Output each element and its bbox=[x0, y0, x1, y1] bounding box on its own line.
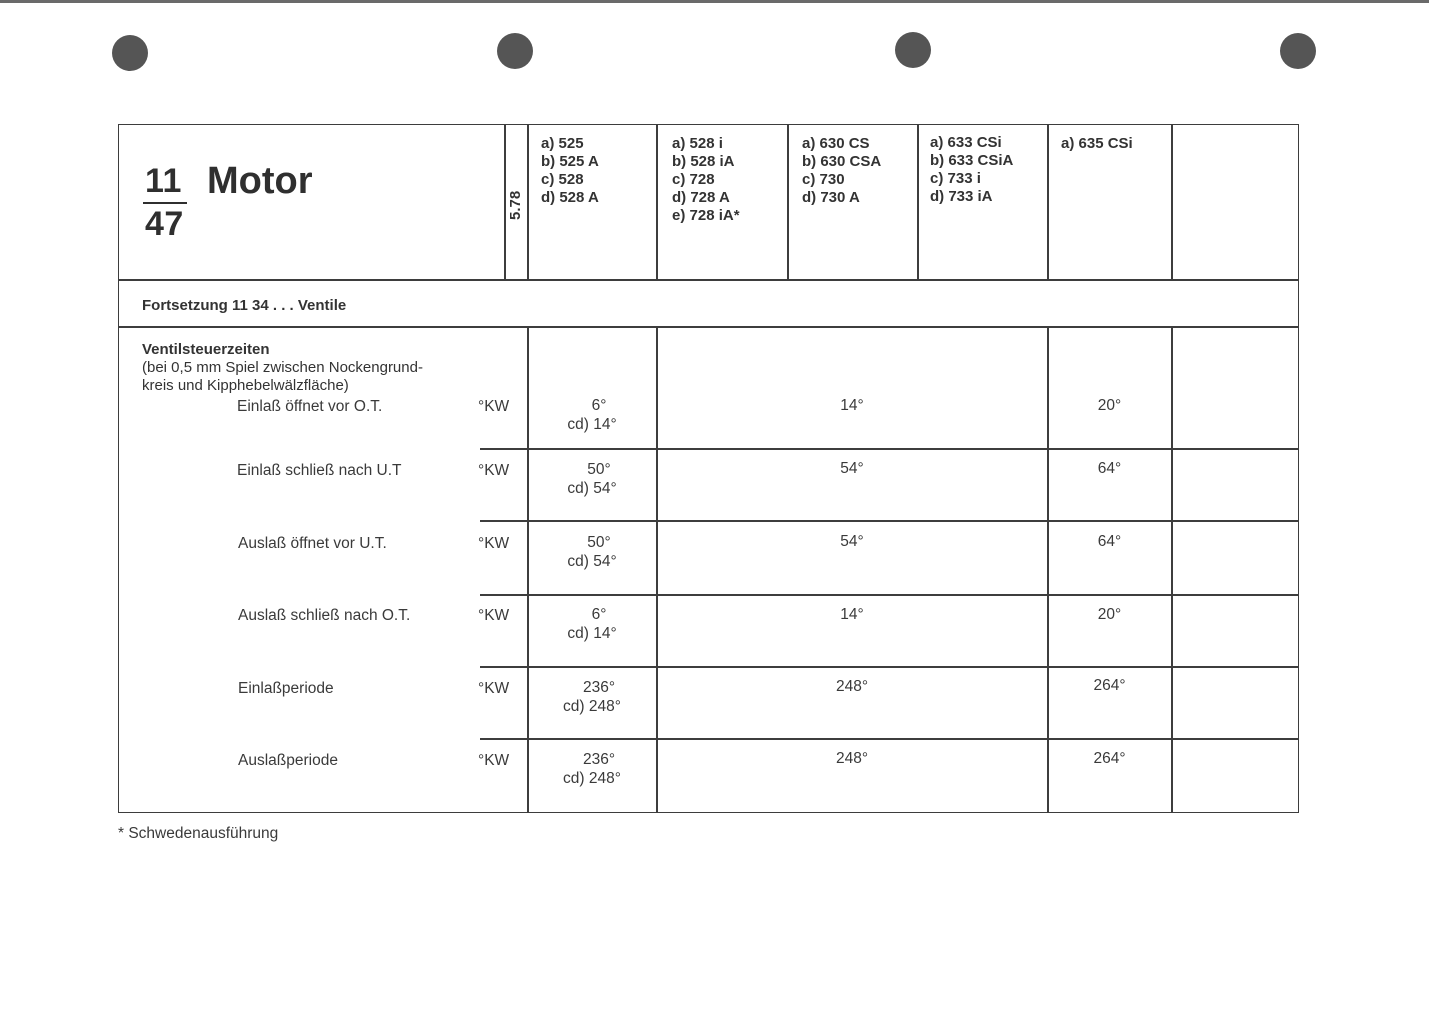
row-unit: °KW bbox=[478, 398, 510, 415]
heading-title: Ventilsteuerzeiten bbox=[142, 341, 270, 358]
model-entry: b) 633 CSiA bbox=[930, 152, 1014, 169]
value-main: 236° bbox=[582, 679, 616, 696]
row-unit: °KW bbox=[478, 462, 510, 479]
punch-hole-4 bbox=[1280, 33, 1316, 69]
value-col1 bbox=[528, 533, 656, 571]
page-title: Motor bbox=[207, 160, 313, 202]
model-column-5 bbox=[1061, 135, 1133, 153]
row-separator bbox=[480, 520, 1299, 522]
value-col1 bbox=[528, 750, 656, 788]
value-col2: 14° bbox=[840, 606, 864, 623]
value-col3: 264° bbox=[1093, 750, 1126, 767]
value-cd: cd) 248° bbox=[563, 698, 621, 715]
model-entry: d) 730 A bbox=[802, 189, 860, 206]
model-entry: c) 733 i bbox=[930, 170, 981, 187]
section-title: Fortsetzung 11 34 . . . Ventile bbox=[142, 297, 347, 314]
model-entry: d) 733 iA bbox=[930, 188, 993, 205]
punch-hole-2 bbox=[497, 33, 533, 69]
model-entry: a) 525 bbox=[541, 135, 584, 152]
value-col3: 20° bbox=[1097, 397, 1122, 414]
heading-line-1: (bei 0,5 mm Spiel zwischen Nockengrund- bbox=[142, 359, 423, 376]
value-col2: 54° bbox=[840, 460, 864, 477]
row-unit: °KW bbox=[478, 752, 510, 769]
row-separator bbox=[480, 666, 1299, 668]
row-label: Auslaß öffnet vor U.T. bbox=[238, 535, 387, 552]
model-entry: b) 525 A bbox=[541, 153, 599, 170]
header-divider-title bbox=[504, 124, 506, 280]
model-entry: b) 630 CSA bbox=[802, 153, 882, 170]
revision-date: 5.78 bbox=[507, 190, 524, 220]
row-label: Einlaßperiode bbox=[238, 680, 334, 697]
row-separator bbox=[480, 448, 1299, 450]
row-unit: °KW bbox=[478, 535, 510, 552]
value-main: 236° bbox=[582, 751, 616, 768]
group-number: 11 bbox=[145, 162, 182, 200]
page-top-edge bbox=[0, 0, 1429, 3]
value-col1 bbox=[528, 396, 656, 434]
value-col2: 248° bbox=[835, 750, 869, 767]
header-divider-6 bbox=[1171, 124, 1173, 280]
punch-hole-1 bbox=[112, 35, 148, 71]
model-entry: a) 635 CSi bbox=[1061, 135, 1133, 152]
value-main: 6° bbox=[591, 397, 607, 414]
header-bottom-line bbox=[118, 279, 1299, 281]
value-cd: cd) 14° bbox=[567, 416, 617, 433]
header-divider-4 bbox=[917, 124, 919, 280]
body-divider-4 bbox=[1171, 326, 1173, 813]
value-col3: 20° bbox=[1097, 606, 1122, 623]
row-unit: °KW bbox=[478, 680, 510, 697]
model-column-1 bbox=[541, 135, 599, 207]
row-unit: °KW bbox=[478, 607, 510, 624]
value-col1 bbox=[528, 678, 656, 716]
value-col1 bbox=[528, 460, 656, 498]
header-divider-3 bbox=[787, 124, 789, 280]
model-column-3 bbox=[802, 135, 881, 207]
header-divider-2 bbox=[656, 124, 658, 280]
value-col2: 54° bbox=[840, 533, 864, 550]
value-main: 50° bbox=[587, 461, 611, 478]
subgroup-number: 47 bbox=[145, 205, 184, 243]
model-entry: c) 528 bbox=[541, 171, 584, 188]
model-entry: c) 730 bbox=[802, 171, 845, 188]
model-entry: a) 630 CS bbox=[802, 135, 870, 152]
model-entry: b) 528 iA bbox=[672, 153, 735, 170]
value-col2: 248° bbox=[835, 678, 869, 695]
row-label: Einlaß öffnet vor O.T. bbox=[237, 398, 383, 415]
row-separator bbox=[480, 594, 1299, 596]
value-col3: 264° bbox=[1093, 677, 1126, 694]
model-entry: e) 728 iA* bbox=[672, 207, 740, 224]
valve-timing-heading bbox=[142, 341, 423, 395]
value-cd: cd) 54° bbox=[567, 480, 617, 497]
value-col2: 14° bbox=[840, 397, 864, 414]
row-label: Auslaßperiode bbox=[238, 752, 338, 769]
model-entry: d) 728 A bbox=[672, 189, 730, 206]
row-label: Auslaß schließ nach O.T. bbox=[238, 607, 411, 624]
value-cd: cd) 14° bbox=[567, 625, 617, 642]
model-entry: a) 528 i bbox=[672, 135, 723, 152]
heading-line-2: kreis und Kipphebelwälzfläche) bbox=[142, 377, 349, 394]
value-cd: cd) 248° bbox=[563, 770, 621, 787]
punch-hole-3 bbox=[895, 32, 931, 68]
header-divider-date bbox=[527, 124, 529, 280]
value-cd: cd) 54° bbox=[567, 553, 617, 570]
model-entry: a) 633 CSi bbox=[930, 134, 1002, 151]
value-col1 bbox=[528, 605, 656, 643]
group-fraction-bar bbox=[143, 202, 187, 204]
model-column-4 bbox=[930, 134, 1013, 206]
row-label: Einlaß schließ nach U.T bbox=[237, 462, 402, 479]
value-col3: 64° bbox=[1097, 533, 1122, 550]
model-column-2 bbox=[672, 135, 740, 225]
footnote: * Schwedenausführung bbox=[118, 825, 279, 842]
header-divider-5 bbox=[1047, 124, 1049, 280]
row-separator bbox=[480, 738, 1299, 740]
value-col3: 64° bbox=[1097, 460, 1122, 477]
model-entry: c) 728 bbox=[672, 171, 715, 188]
section-bottom-line bbox=[118, 326, 1299, 328]
value-main: 50° bbox=[587, 534, 611, 551]
value-main: 6° bbox=[591, 606, 607, 623]
model-entry: d) 528 A bbox=[541, 189, 599, 206]
